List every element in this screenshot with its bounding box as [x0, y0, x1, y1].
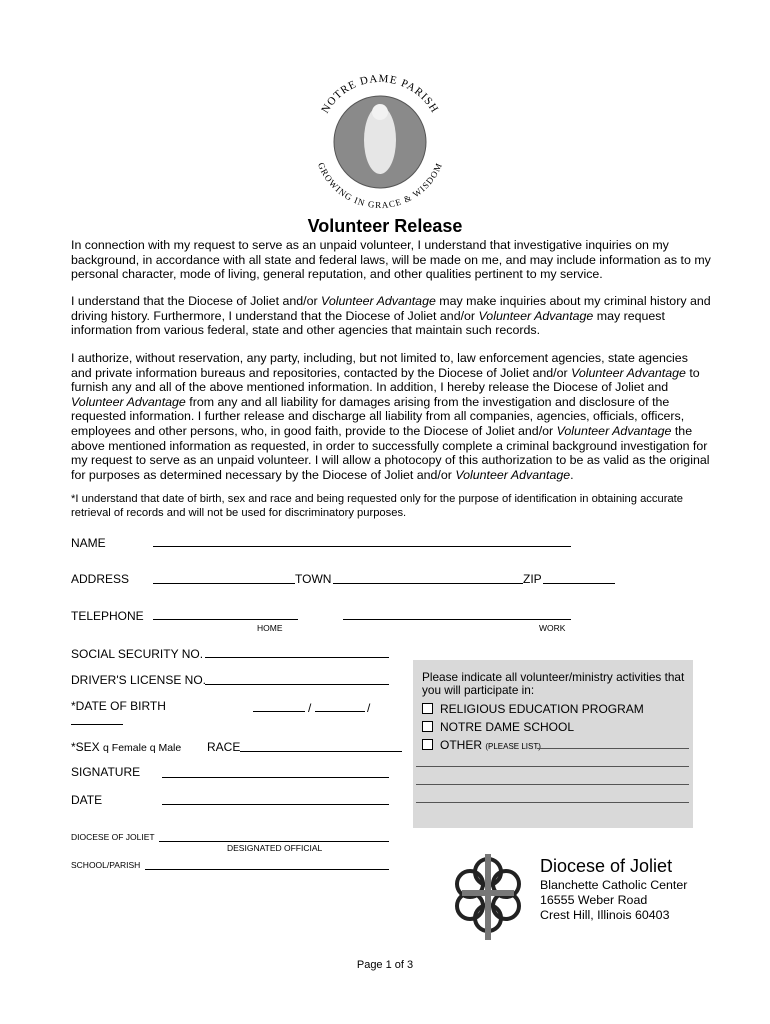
telephone-label: TELEPHONE: [71, 609, 144, 623]
diocese-address-line-3: Crest Hill, Illinois 60403: [540, 908, 670, 922]
notre-dame-parish-logo: [300, 62, 460, 222]
ssn-field[interactable]: [205, 657, 389, 658]
activities-line-3[interactable]: [416, 802, 689, 803]
checkbox-religious-education[interactable]: [422, 703, 433, 714]
signature-label: SIGNATURE: [71, 765, 141, 779]
license-label: DRIVER'S LICENSE NO.: [71, 673, 206, 687]
activity-religious-education[interactable]: RELIGIOUS EDUCATION PROGRAM: [422, 702, 644, 716]
town-field[interactable]: [333, 583, 523, 584]
race-label: RACE: [207, 740, 241, 754]
activities-line-2[interactable]: [416, 784, 689, 785]
sex-options[interactable]: q Female q Male: [103, 742, 182, 754]
diocese-name: Diocese of Joliet: [540, 856, 673, 876]
dob-day-field[interactable]: [315, 711, 365, 712]
paragraph-4: *I understand that date of birth, sex and race and being requested only for the purpose of identification in obtaining accurate retrieval of records and will not be used for discriminatory purposes.: [71, 493, 683, 519]
signature-field[interactable]: [162, 777, 389, 778]
ssn-label: SOCIAL SECURITY NO.: [71, 647, 204, 661]
zip-field[interactable]: [543, 583, 615, 584]
school-parish-field[interactable]: [145, 869, 389, 870]
page-number: Page 1 of 3: [356, 959, 414, 971]
date-field[interactable]: [162, 804, 389, 805]
paragraph-2: I understand that the Diocese of Joliet and/or Volunteer Advantage may make inquiries about my criminal history and driving history. Furthermore, I understand that the Diocese of Joliet and/or Volunteer Advantage may request information from various federal, state and other agencies that maintain such records.: [71, 294, 711, 338]
activities-line-1[interactable]: [416, 766, 689, 767]
activity-notre-dame-school[interactable]: NOTRE DAME SCHOOL: [422, 720, 574, 734]
logo-top-text: NOTRE DAME PARISH: [319, 72, 441, 116]
home-label: HOME: [257, 623, 283, 633]
page-title: Volunteer Release: [307, 216, 463, 236]
date-label: DATE: [71, 793, 103, 807]
activities-intro: Please indicate all volunteer/ministry activities that you will participate in:: [422, 670, 685, 697]
dob-month-field[interactable]: [253, 711, 305, 712]
paragraph-1: In connection with my request to serve as an unpaid volunteer, I understand that investigative inquiries on my background, in accordance with all state and federal laws, will be made on me, and may include information as to my personal character, mode of living, general reputation, and other qualities pertinent to my service.: [71, 238, 711, 282]
sex-label: *SEX q Female q Male: [71, 740, 182, 754]
diocese-official-field[interactable]: [159, 841, 389, 842]
address-label: ADDRESS: [71, 572, 130, 586]
address-field[interactable]: [153, 583, 295, 584]
paragraph-3: I authorize, without reservation, any party, including, but not limited to, law enforcement agencies, state agencies and private information bureaus and repositories, contacted by the Diocese of Joliet and/or Volunteer Advantage to furnish any and all of the above mentioned information. In addition, I hereby release the Diocese of Joliet and Volunteer Advantage from any and all liability for damages arising from the investigation and disclosure of the requested information. I further release and discharge all liability from all companies, agencies, officials, officers, employees and other persons, who, in good faith, provide to the Diocese of Joliet and/or Volunteer Advantage the above mentioned information as requested, in order to successfully complete a criminal background investigation for my request to serve as an unpaid volunteer. I will allow a photocopy of this authorization to be as valid as the original for purposes as determined necessary by the Diocese of Joliet and/or Volunteer Advantage.: [71, 351, 710, 482]
dob-slash-1: /: [308, 701, 312, 715]
home-phone-field[interactable]: [153, 619, 298, 620]
diocese-logo-icon: [448, 850, 528, 945]
other-list-field[interactable]: [537, 748, 689, 749]
designated-official-label: DESIGNATED OFFICIAL: [227, 843, 323, 853]
name-label: NAME: [71, 536, 106, 550]
town-label: TOWN: [295, 572, 332, 586]
dob-label: *DATE OF BIRTH: [71, 699, 166, 713]
logo-bottom-text: GROWING IN GRACE & WISDOM: [315, 160, 445, 211]
race-field[interactable]: [240, 751, 402, 752]
school-parish-label: SCHOOL/PARISH: [71, 860, 141, 870]
zip-label: ZIP: [523, 572, 542, 586]
activity-other[interactable]: OTHER (PLEASE LIST): [422, 738, 541, 752]
name-field[interactable]: [153, 546, 571, 547]
work-label: WORK: [539, 623, 566, 633]
dob-slash-2: /: [367, 701, 371, 715]
diocese-address-line-2: 16555 Weber Road: [540, 893, 648, 907]
license-field[interactable]: [205, 684, 389, 685]
diocese-official-label: DIOCESE OF JOLIET: [71, 832, 155, 842]
diocese-address-line-1: Blanchette Catholic Center: [540, 878, 688, 892]
work-phone-field[interactable]: [343, 619, 571, 620]
checkbox-other[interactable]: [422, 739, 433, 750]
checkbox-notre-dame-school[interactable]: [422, 721, 433, 732]
dob-underline: [71, 724, 123, 725]
